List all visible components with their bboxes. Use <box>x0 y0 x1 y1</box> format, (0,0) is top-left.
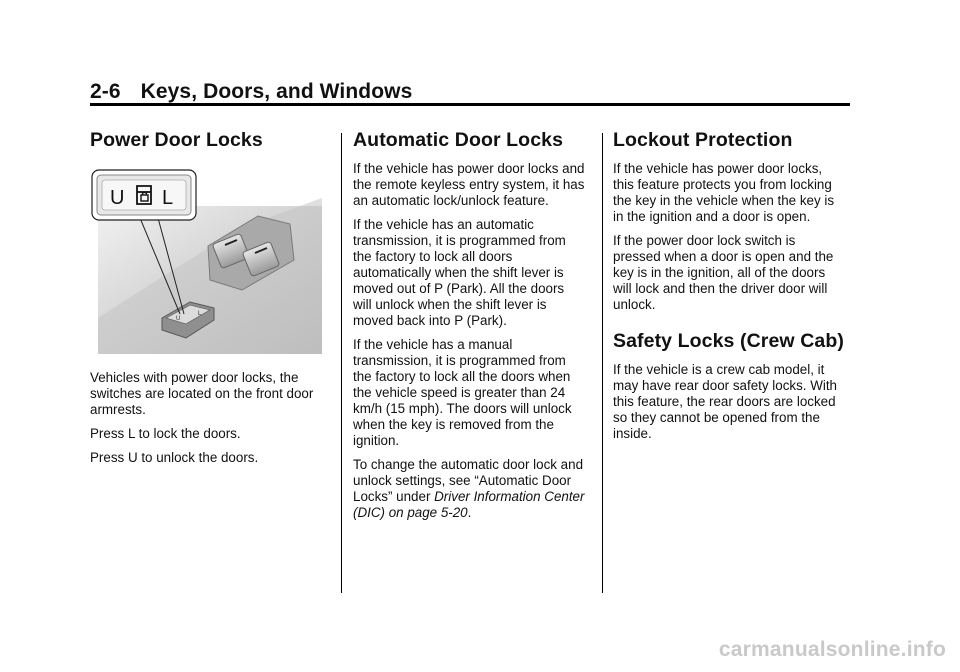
column-automatic-door-locks <box>353 128 585 529</box>
paragraph: If the vehicle has a manual transmission, it is programmed from the factory to lock all the doors when the vehicle speed is greater than 24 km/h (15 mph). The doors will unlock when the key is removed from the ignition. <box>353 337 572 448</box>
paragraph-text: To change the automatic door lock and unlock settings, see “Automatic Door Locks” under <box>353 457 584 504</box>
heading-safety-locks: Safety Locks (Crew Cab) <box>613 330 844 352</box>
heading-power-door-locks: Power Door Locks <box>90 129 263 151</box>
column-divider <box>602 133 603 593</box>
paragraph: If the power door lock switch is pressed when a door is open and the key is in the ignition, all of the doors will lock and then the driver door will unlock. <box>613 233 834 312</box>
paragraph: If the vehicle has power door locks and the remote keyless entry system, it has an automatic lock/unlock feature. <box>353 161 585 208</box>
page-header <box>90 80 412 104</box>
column-divider <box>341 133 342 593</box>
svg-text:L: L <box>198 311 202 317</box>
section-title: Keys, Doors, and Windows <box>140 80 413 103</box>
heading-automatic-door-locks: Automatic Door Locks <box>353 129 564 151</box>
paragraph: Press U to unlock the doors. <box>90 450 259 465</box>
paragraph-cross-reference <box>353 457 585 521</box>
svg-text:U: U <box>176 316 181 322</box>
paragraph: Press L to lock the doors. <box>90 426 241 441</box>
column-power-door-locks <box>90 128 322 474</box>
paragraph: Vehicles with power door locks, the switches are located on the front door armrests. <box>90 370 314 417</box>
watermark: carmanualsonline.info <box>718 638 946 661</box>
column-lockout-protection <box>613 128 845 450</box>
heading-lockout-protection: Lockout Protection <box>613 129 793 151</box>
lock-label: L <box>162 187 174 209</box>
unlock-label: U <box>110 187 125 209</box>
door-lock-switch-illustration <box>90 168 322 354</box>
page-number: 2-6 <box>90 80 121 103</box>
paragraph: If the vehicle has an automatic transmission, it is programmed from the factory to lock all doors automatically when the shift lever is moved out of P (Park). All the doors will unlock when the shift lever is moved back into P (Park). <box>353 217 566 328</box>
paragraph-end: . <box>467 505 472 520</box>
paragraph: If the vehicle has power door locks, this feature protects you from locking the key in the vehicle when the key is in the ignition and a door is open. <box>613 161 835 224</box>
cross-reference-link[interactable]: Driver Information Center (DIC) on page 5-20 <box>353 489 585 520</box>
paragraph: If the vehicle is a crew cab model, it may have rear door safety locks. With this feature, the rear doors are locked so they cannot be opened from the inside. <box>613 362 838 441</box>
header-rule <box>90 103 850 106</box>
